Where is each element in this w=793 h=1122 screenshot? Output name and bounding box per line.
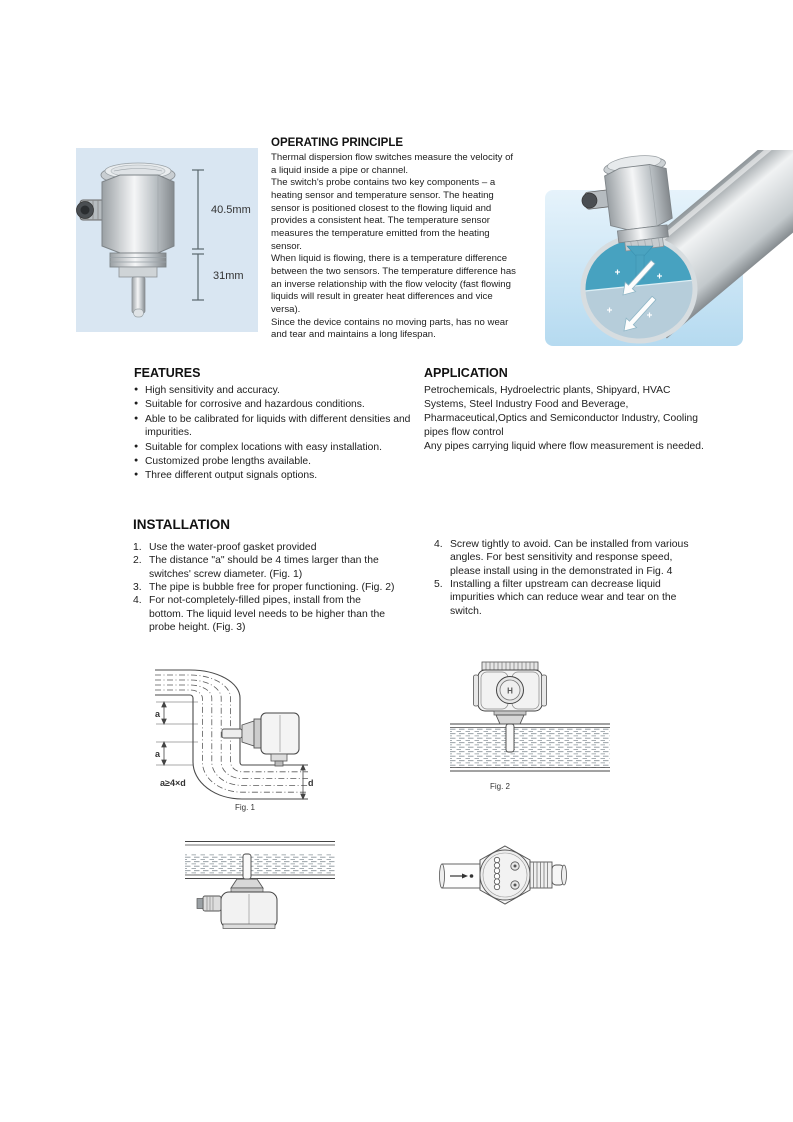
hex-body <box>102 175 174 253</box>
step-text: Installing a filter upstream can decrease liquid impurities which can reduce wear and tear on the switch. <box>450 578 677 617</box>
installation-step <box>133 594 395 634</box>
fig1-switch <box>222 713 299 766</box>
figure-2 <box>450 656 610 796</box>
features-list <box>134 384 422 483</box>
figure-1 <box>150 662 335 814</box>
installation-step <box>133 541 395 554</box>
fig4-switch-top-view <box>480 846 530 904</box>
feature-item: ● Suitable for corrosive and hazardous conditions. <box>134 398 422 411</box>
figure-3 <box>185 838 335 933</box>
step-number: 4. <box>434 539 443 550</box>
step-text: Use the water-proof gasket provided <box>149 542 317 553</box>
step-number: 1. <box>133 542 142 553</box>
threaded-flange <box>110 253 166 277</box>
figure-4 <box>432 840 582 920</box>
op-paragraph-4: Since the device contains no moving parts, has no wear and tear and maintains a long lifespan. <box>271 316 509 341</box>
fig2-pipe <box>450 724 610 771</box>
fig2-center-mark: H <box>507 686 513 696</box>
fig1-label-a-top: a <box>155 709 161 719</box>
installation-list-left <box>133 541 395 634</box>
step-text: For not-completely-filled pipes, install from the bottom. The liquid level needs to be higher than the probe height. (Fig. 3) <box>149 595 386 633</box>
fig4-inlet-pipe <box>440 864 483 888</box>
step-number: 2. <box>133 555 142 567</box>
step-number: 4. <box>133 595 142 607</box>
application-paragraph-2: Any pipes carrying liquid where flow measurement is needed. <box>424 441 704 452</box>
op-paragraph-2: The switch's probe contains two key components – a heating sensor and temperature sensor. The heating sensor is positioned closest to the flowing liquid and provides a consistent heat. The temperature sensor measures the temperature emitted from the heating sensor. <box>271 177 496 252</box>
application-title: APPLICATION <box>424 366 508 380</box>
fig1-diagram <box>150 662 335 814</box>
dimension-label-top: 40.5mm <box>211 204 251 216</box>
installation-step <box>434 538 702 578</box>
fig1-label-d: d <box>308 778 314 788</box>
operating-principle-section <box>271 137 518 342</box>
application-section <box>424 366 706 454</box>
features-title: FEATURES <box>134 366 201 380</box>
feature-item: ● High sensitivity and accuracy. <box>134 384 422 397</box>
fig4-outlet-connector <box>530 862 567 888</box>
probe-stem <box>132 277 145 317</box>
installation-step <box>133 581 395 594</box>
fig2-diagram <box>450 656 610 796</box>
fig4-diagram <box>432 840 582 920</box>
fig3-pipe <box>185 842 335 879</box>
step-number: 3. <box>133 581 142 593</box>
pipe-cutaway-illustration <box>545 150 793 346</box>
fig3-diagram <box>185 838 335 933</box>
step-text: The distance "a" should be 4 times larger than the switches' screw diameter. (Fig. 1) <box>149 555 379 580</box>
dimension-d-arrow <box>301 765 305 799</box>
dimension-a-arrows <box>162 702 166 765</box>
installation-title: INSTALLATION <box>133 517 230 532</box>
fig1-caption: Fig. 1 <box>234 803 256 812</box>
installation-list-right <box>434 538 702 618</box>
op-paragraph-3: When liquid is flowing, there is a temperature difference between the two sensors. The temperature difference has an inverse relationship with the flow velocity (fast flowing liquids will result in greater heat differences and vice versa). <box>271 253 516 315</box>
fig1-label-a-bottom: a <box>155 749 161 759</box>
installation-step <box>434 578 702 618</box>
op-paragraph-1: Thermal dispersion flow switches measure the velocity of a liquid inside a pipe or channel. <box>271 152 514 176</box>
feature-item: ● Suitable for complex locations with easy installation. <box>134 441 422 454</box>
extension-lines <box>156 702 198 765</box>
dimension-label-bottom: 31mm <box>213 270 244 282</box>
application-paragraph-1: Petrochemicals, Hydroelectric plants, Shipyard, HVAC Systems, Steel Industry Food and Beverage, Pharmaceutical,Optics and Semiconductor Industry, Cooling pipes flow control <box>424 385 698 438</box>
features-section <box>134 366 422 484</box>
fig1-formula: a≥4×d <box>160 778 186 788</box>
step-number: 5. <box>434 578 443 590</box>
installation-step <box>133 554 395 581</box>
step-text: The pipe is bubble free for proper functioning. (Fig. 2) <box>149 581 395 593</box>
feature-item: ● Customized probe lengths available. <box>134 455 422 468</box>
product-photo <box>76 148 258 332</box>
step-text: Screw tightly to avoid. Can be installed from various angles. For best sensitivity and response speed, please install using in the demonstrated in Fig. 4 <box>450 539 689 577</box>
flow-switch-photo-drawing <box>76 148 258 332</box>
feature-item: ● Three different output signals options. <box>134 469 422 482</box>
pipe-cutaway-drawing <box>545 150 793 346</box>
dimension-bracket <box>192 170 204 300</box>
operating-principle-title: OPERATING PRINCIPLE <box>271 137 404 149</box>
fig2-caption: Fig. 2 <box>489 782 511 791</box>
feature-item: ● Able to be calibrated for liquids with different densities and impurities. <box>134 413 422 440</box>
